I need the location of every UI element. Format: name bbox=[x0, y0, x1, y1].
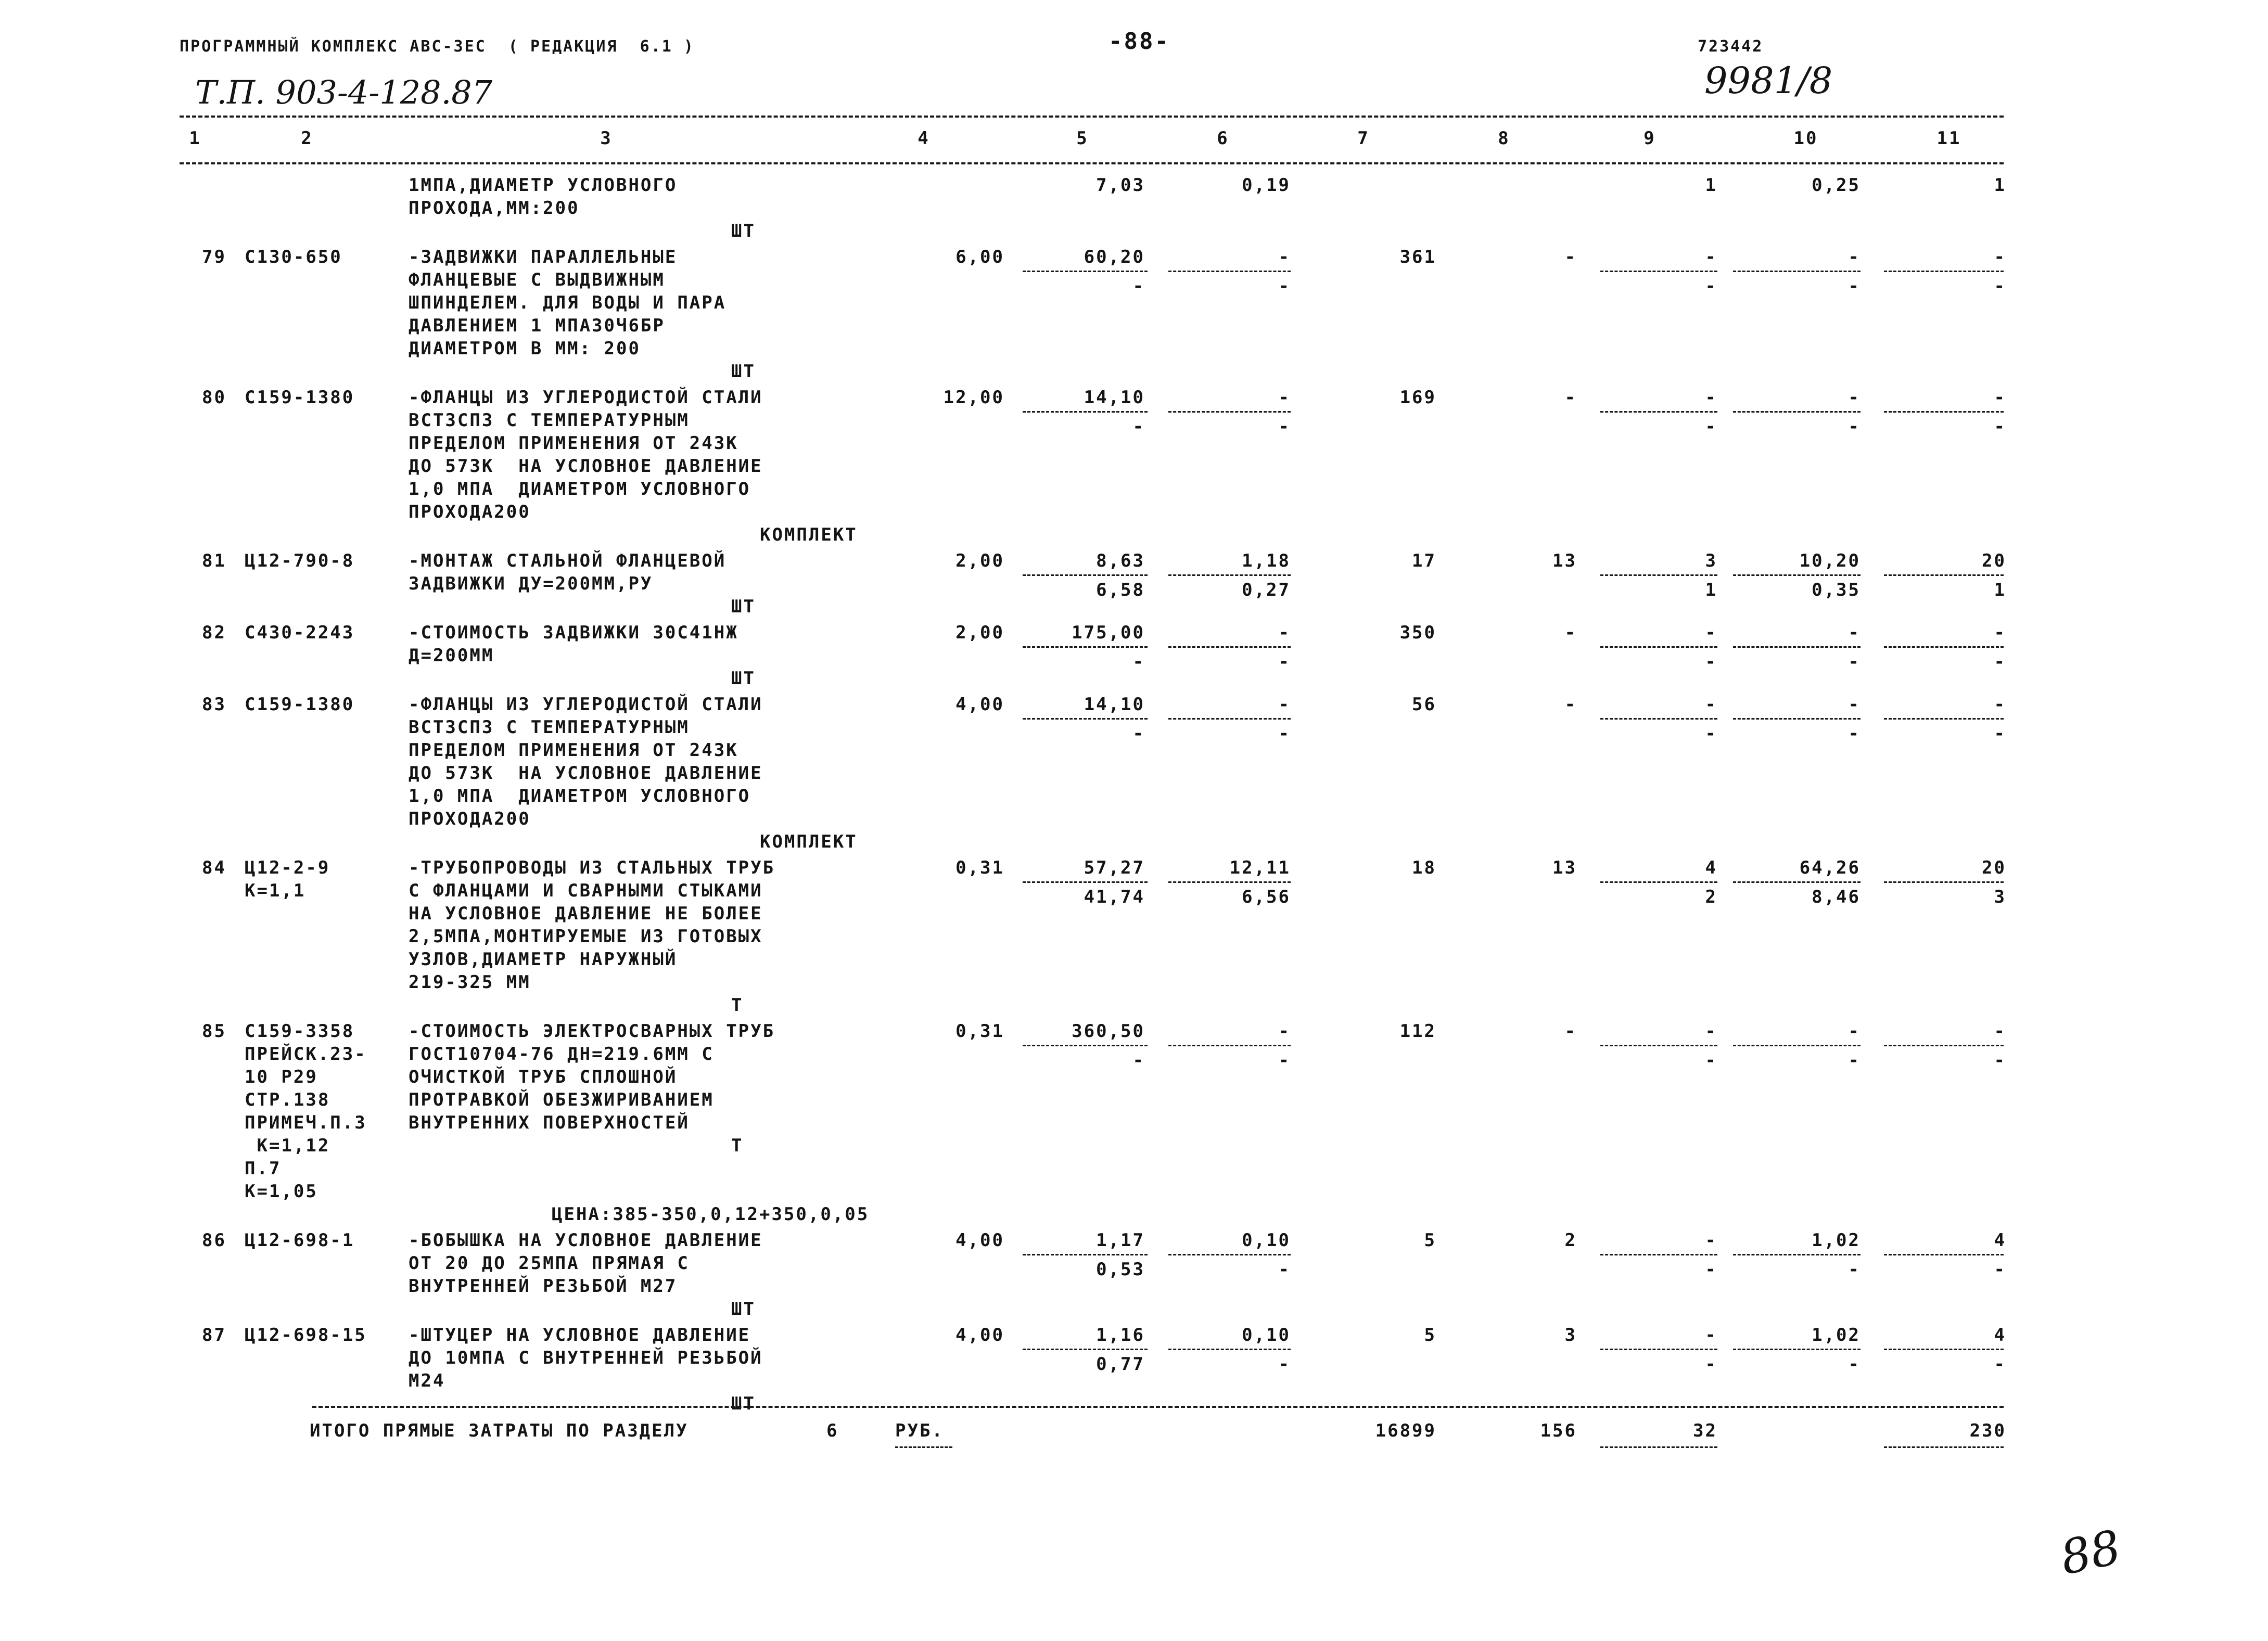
column-header-7: 7 bbox=[1357, 128, 1370, 149]
cell-c10-sub: - bbox=[1848, 723, 1861, 744]
cell-c8: - bbox=[1564, 694, 1577, 715]
row-number: 80 bbox=[202, 387, 226, 408]
cell-c9-sub: - bbox=[1705, 276, 1717, 297]
unit-of-measure: Т bbox=[731, 1135, 744, 1156]
cell-c5-main: 175,00 bbox=[1072, 622, 1145, 643]
cell-c10-rule bbox=[1733, 1045, 1861, 1046]
column-header-8: 8 bbox=[1498, 128, 1510, 149]
cell-c5-main: 14,10 bbox=[1084, 387, 1145, 408]
quantity: 2,00 bbox=[955, 550, 1004, 571]
totals-label: ИТОГО ПРЯМЫЕ ЗАТРАТЫ ПО РАЗДЕЛУ bbox=[310, 1420, 689, 1441]
work-description: -ФЛАНЦЫ ИЗ УГЛЕРОДИСТОЙ СТАЛИ bbox=[409, 694, 763, 715]
cell-c11-main: 1 bbox=[1994, 175, 2006, 196]
cell-c5-rule bbox=[1023, 881, 1148, 883]
cell-c10-rule bbox=[1733, 881, 1861, 883]
cell-c5-main: 360,50 bbox=[1072, 1021, 1145, 1042]
cell-c6-rule bbox=[1168, 411, 1291, 413]
cell-c11-main: 20 bbox=[1982, 857, 2006, 878]
work-description: ЗАДВИЖКИ ДУ=200ММ,РУ bbox=[409, 573, 653, 594]
rate-code: К=1,1 bbox=[245, 880, 306, 901]
cell-c9-main: - bbox=[1705, 1021, 1717, 1042]
cell-c5-main: 60,20 bbox=[1084, 247, 1145, 267]
cell-c6-sub: - bbox=[1278, 1259, 1291, 1280]
cell-c6-rule bbox=[1168, 574, 1291, 576]
cell-c5-rule bbox=[1023, 411, 1148, 413]
cell-c6-rule bbox=[1168, 646, 1291, 648]
cell-c6-rule bbox=[1168, 1045, 1291, 1046]
rate-code: Ц12-698-1 bbox=[245, 1230, 355, 1251]
cell-c9-sub: - bbox=[1705, 651, 1717, 672]
work-description: ВСТ3СП3 С ТЕМПЕРАТУРНЫМ bbox=[409, 410, 690, 431]
work-description: ВСТ3СП3 С ТЕМПЕРАТУРНЫМ bbox=[409, 717, 690, 738]
cell-c6-main: - bbox=[1278, 1021, 1291, 1042]
column-header-3: 3 bbox=[600, 128, 613, 149]
cell-c7: 350 bbox=[1399, 622, 1436, 643]
cell-c8: - bbox=[1564, 1021, 1577, 1042]
cell-c10-main: 0,25 bbox=[1812, 175, 1861, 196]
cell-c10-main: 1,02 bbox=[1812, 1230, 1861, 1251]
cell-c6-rule bbox=[1168, 881, 1291, 883]
cell-c10-main: 64,26 bbox=[1799, 857, 1861, 878]
work-description: ГОСТ10704-76 ДН=219.6ММ С bbox=[409, 1044, 714, 1065]
work-description: 219-325 ММ bbox=[409, 972, 531, 993]
cell-c10-rule bbox=[1733, 271, 1861, 272]
cell-c10-rule bbox=[1733, 1254, 1861, 1255]
cell-c8: - bbox=[1564, 387, 1577, 408]
totals-currency: РУБ. bbox=[895, 1420, 944, 1441]
work-description: -ЗАДВИЖКИ ПАРАЛЛЕЛЬНЫЕ bbox=[409, 247, 678, 267]
cell-c10-main: - bbox=[1848, 387, 1861, 408]
work-description: ДО 10МПА С ВНУТРЕННЕЙ РЕЗЬБОЙ bbox=[409, 1348, 763, 1368]
rate-code: К=1,05 bbox=[245, 1181, 318, 1202]
cell-c11-rule bbox=[1884, 574, 2004, 576]
column-header-10: 10 bbox=[1793, 128, 1818, 149]
cell-c9-main: - bbox=[1705, 387, 1717, 408]
cell-c7: 361 bbox=[1399, 247, 1436, 267]
cell-c9-main: 3 bbox=[1705, 550, 1717, 571]
cell-c7: 112 bbox=[1399, 1021, 1436, 1042]
work-description: НА УСЛОВНОЕ ДАВЛЕНИЕ НЕ БОЛЕЕ bbox=[409, 903, 763, 924]
work-description: -СТОИМОСТЬ ЗАДВИЖКИ 30С41НЖ bbox=[409, 622, 738, 643]
cell-c10-rule bbox=[1733, 411, 1861, 413]
cell-c11-sub: - bbox=[1994, 723, 2006, 744]
cell-c11-rule bbox=[1884, 411, 2004, 413]
cell-c8: 2 bbox=[1564, 1230, 1577, 1251]
work-description: ПРЕДЕЛОМ ПРИМЕНЕНИЯ ОТ 243К bbox=[409, 433, 738, 454]
unit-of-measure: ШТ bbox=[731, 361, 756, 382]
cell-c6-rule bbox=[1168, 718, 1291, 720]
cell-c6-rule bbox=[1168, 1254, 1291, 1255]
cell-c9-main: - bbox=[1705, 1325, 1717, 1345]
cell-c6-sub: 6,56 bbox=[1242, 887, 1291, 907]
cell-c7: 169 bbox=[1399, 387, 1436, 408]
rate-code: С159-1380 bbox=[245, 694, 355, 715]
program-title: ПРОГРАММНЫЙ КОМПЛЕКС АВС-3ЕС ( РЕДАКЦИЯ 6.1 ) bbox=[180, 37, 695, 56]
cell-c6-main: 0,10 bbox=[1242, 1325, 1291, 1345]
cell-c9-rule bbox=[1600, 1254, 1717, 1255]
cell-c11-sub: - bbox=[1994, 1259, 2006, 1280]
cell-c6-sub: 0,27 bbox=[1242, 580, 1291, 600]
quantity: 0,31 bbox=[955, 857, 1004, 878]
rate-code: П.7 bbox=[245, 1158, 282, 1179]
work-description: -БОБЫШКА НА УСЛОВНОЕ ДАВЛЕНИЕ bbox=[409, 1230, 763, 1251]
quantity: 4,00 bbox=[955, 1325, 1004, 1345]
cell-c11-rule bbox=[1884, 271, 2004, 272]
row-number: 86 bbox=[202, 1230, 226, 1251]
cell-c6-rule bbox=[1168, 1349, 1291, 1350]
cell-c6-main: 1,18 bbox=[1242, 550, 1291, 571]
work-description: -ТРУБОПРОВОДЫ ИЗ СТАЛЬНЫХ ТРУБ bbox=[409, 857, 775, 878]
work-description: ОЧИСТКОЙ ТРУБ СПЛОШНОЙ bbox=[409, 1067, 678, 1087]
unit-of-measure: КОМПЛЕКТ bbox=[760, 831, 858, 852]
work-description: -ФЛАНЦЫ ИЗ УГЛЕРОДИСТОЙ СТАЛИ bbox=[409, 387, 763, 408]
cell-c9-sub: - bbox=[1705, 1354, 1717, 1375]
cell-c7: 56 bbox=[1412, 694, 1436, 715]
cell-c6-sub: - bbox=[1278, 416, 1291, 437]
cell-c9-rule bbox=[1600, 411, 1717, 413]
work-description: ПРОХОДА200 bbox=[409, 809, 531, 829]
cell-c9-rule bbox=[1600, 1349, 1717, 1350]
rate-code: Ц12-2-9 bbox=[245, 857, 330, 878]
cell-c9-rule bbox=[1600, 574, 1717, 576]
work-description: 1,0 МПА ДИАМЕТРОМ УСЛОВНОГО bbox=[409, 786, 751, 806]
work-description: М24 bbox=[409, 1370, 445, 1391]
rate-code: Ц12-790-8 bbox=[245, 550, 355, 571]
cell-c5-sub: 41,74 bbox=[1084, 887, 1145, 907]
cell-c11-rule bbox=[1884, 881, 2004, 883]
quantity: 0,31 bbox=[955, 1021, 1004, 1042]
cell-c6-sub: - bbox=[1278, 651, 1291, 672]
cell-c7: 5 bbox=[1424, 1325, 1436, 1345]
rate-code: С159-1380 bbox=[245, 387, 355, 408]
row-number: 79 bbox=[202, 247, 226, 267]
cell-c10-sub: - bbox=[1848, 1259, 1861, 1280]
row-number: 82 bbox=[202, 622, 226, 643]
cell-c10-rule bbox=[1733, 1349, 1861, 1350]
cell-c5-sub: 0,53 bbox=[1096, 1259, 1145, 1280]
unit-of-measure: ШТ bbox=[731, 221, 756, 241]
cell-c11-rule bbox=[1884, 1254, 2004, 1255]
cell-c9-main: - bbox=[1705, 622, 1717, 643]
cell-c10-main: - bbox=[1848, 622, 1861, 643]
unit-of-measure: КОМПЛЕКТ bbox=[760, 524, 858, 545]
cell-c9-sub: - bbox=[1705, 723, 1717, 744]
cell-c10-sub: - bbox=[1848, 276, 1861, 297]
row-number: 85 bbox=[202, 1021, 226, 1042]
cell-c10-sub: 0,35 bbox=[1812, 580, 1861, 600]
cell-c10-main: 1,02 bbox=[1812, 1325, 1861, 1345]
cell-c5-main: 7,03 bbox=[1096, 175, 1145, 196]
row-number: 81 bbox=[202, 550, 226, 571]
work-description: ПРОХОДА,ММ:200 bbox=[409, 198, 580, 219]
work-description: ДИАМЕТРОМ В ММ: 200 bbox=[409, 338, 641, 359]
cell-c10-main: - bbox=[1848, 247, 1861, 267]
work-description: ВНУТРЕННЕЙ РЕЗЬБОЙ М27 bbox=[409, 1276, 678, 1297]
work-description: ПРЕДЕЛОМ ПРИМЕНЕНИЯ ОТ 243К bbox=[409, 740, 738, 761]
header-rule-bottom bbox=[180, 162, 2004, 164]
cell-c8: 13 bbox=[1552, 550, 1577, 571]
cell-c9-rule bbox=[1600, 646, 1717, 648]
cell-c5-main: 1,16 bbox=[1096, 1325, 1145, 1345]
cell-c10-sub: 8,46 bbox=[1812, 887, 1861, 907]
cell-c11-sub: - bbox=[1994, 276, 2006, 297]
totals-col11: 230 bbox=[1969, 1420, 2006, 1441]
cell-c10-sub: - bbox=[1848, 416, 1861, 437]
cell-c11-sub: - bbox=[1994, 1354, 2006, 1375]
cell-c11-rule bbox=[1884, 1349, 2004, 1350]
work-description: ШПИНДЕЛЕМ. ДЛЯ ВОДЫ И ПАРА bbox=[409, 292, 727, 313]
unit-of-measure: ШТ bbox=[731, 1299, 756, 1319]
corner-page-mark: 88 bbox=[2056, 1520, 2126, 1586]
cell-c11-main: 4 bbox=[1994, 1325, 2006, 1345]
quantity: 2,00 bbox=[955, 622, 1004, 643]
work-description: -МОНТАЖ СТАЛЬНОЙ ФЛАНЦЕВОЙ bbox=[409, 550, 727, 571]
cell-c9-rule bbox=[1600, 271, 1717, 272]
work-description: С ФЛАНЦАМИ И СВАРНЫМИ СТЫКАМИ bbox=[409, 880, 763, 901]
cell-c5-sub: - bbox=[1132, 651, 1145, 672]
work-description: ПРОХОДА200 bbox=[409, 502, 531, 522]
cell-c11-sub: - bbox=[1994, 416, 2006, 437]
row-number: 87 bbox=[202, 1325, 226, 1345]
row-number: 84 bbox=[202, 857, 226, 878]
work-description: ДО 573К НА УСЛОВНОЕ ДАВЛЕНИЕ bbox=[409, 763, 763, 784]
cell-c5-rule bbox=[1023, 1349, 1148, 1350]
cell-c5-rule bbox=[1023, 574, 1148, 576]
totals-col7: 16899 bbox=[1375, 1420, 1436, 1441]
cell-c7: 17 bbox=[1412, 550, 1436, 571]
cell-c10-rule bbox=[1733, 718, 1861, 720]
cell-c10-rule bbox=[1733, 646, 1861, 648]
unit-of-measure: ШТ bbox=[731, 668, 756, 689]
totals-section: 6 bbox=[826, 1420, 839, 1441]
work-description: -ШТУЦЕР НА УСЛОВНОЕ ДАВЛЕНИЕ bbox=[409, 1325, 751, 1345]
cell-c8: - bbox=[1564, 622, 1577, 643]
work-description: 1,0 МПА ДИАМЕТРОМ УСЛОВНОГО bbox=[409, 479, 751, 499]
cell-c5-main: 57,27 bbox=[1084, 857, 1145, 878]
cell-c5-rule bbox=[1023, 1254, 1148, 1255]
cell-c5-main: 1,17 bbox=[1096, 1230, 1145, 1251]
cell-c11-main: - bbox=[1994, 694, 2006, 715]
cell-c7: 5 bbox=[1424, 1230, 1436, 1251]
rate-code: С430-2243 bbox=[245, 622, 355, 643]
work-description: ВНУТРЕННИХ ПОВЕРХНОСТЕЙ bbox=[409, 1112, 690, 1133]
cell-c9-rule bbox=[1600, 718, 1717, 720]
cell-c9-main: - bbox=[1705, 1230, 1717, 1251]
cell-c11-sub: - bbox=[1994, 651, 2006, 672]
work-description: -СТОИМОСТЬ ЭЛЕКТРОСВАРНЫХ ТРУБ bbox=[409, 1021, 775, 1042]
page-number: -88- bbox=[1108, 28, 1170, 55]
cell-c8: - bbox=[1564, 247, 1577, 267]
cell-c9-rule bbox=[1600, 881, 1717, 883]
price-note: ЦЕНА:385-350,0,12+350,0,05 bbox=[552, 1204, 870, 1225]
cell-c5-sub: - bbox=[1132, 416, 1145, 437]
rate-code: СТР.138 bbox=[245, 1089, 330, 1110]
cell-c8: 3 bbox=[1564, 1325, 1577, 1345]
quantity: 6,00 bbox=[955, 247, 1004, 267]
cell-c10-main: - bbox=[1848, 1021, 1861, 1042]
cell-c6-sub: - bbox=[1278, 1050, 1291, 1071]
cell-c11-sub: - bbox=[1994, 1050, 2006, 1071]
cell-c6-sub: - bbox=[1278, 723, 1291, 744]
cell-c5-sub: - bbox=[1132, 723, 1145, 744]
cell-c11-rule bbox=[1884, 718, 2004, 720]
work-description: ПРОТРАВКОЙ ОБЕЗЖИРИВАНИЕМ bbox=[409, 1089, 714, 1110]
cell-c11-main: - bbox=[1994, 622, 2006, 643]
document-code: 723442 bbox=[1698, 37, 1764, 56]
cell-c5-main: 14,10 bbox=[1084, 694, 1145, 715]
cell-c11-main: - bbox=[1994, 247, 2006, 267]
tp-code-handwritten: Т.П. 903-4-128.87 bbox=[195, 73, 493, 111]
cell-c9-sub: 2 bbox=[1705, 887, 1717, 907]
column-header-2: 2 bbox=[301, 128, 313, 149]
cell-c5-rule bbox=[1023, 718, 1148, 720]
currency-underline bbox=[895, 1446, 952, 1448]
column-header-6: 6 bbox=[1217, 128, 1229, 149]
rate-code: К=1,12 bbox=[245, 1135, 330, 1156]
cell-c11-rule bbox=[1884, 1045, 2004, 1046]
cell-c6-main: - bbox=[1278, 694, 1291, 715]
unit-of-measure: ШТ bbox=[731, 596, 756, 617]
column-header-11: 11 bbox=[1936, 128, 1961, 149]
cell-c9-sub: - bbox=[1705, 416, 1717, 437]
cell-c11-sub: 1 bbox=[1994, 580, 2006, 600]
unit-of-measure: ШТ bbox=[731, 1393, 756, 1414]
cell-c11-main: - bbox=[1994, 1021, 2006, 1042]
totals-rule bbox=[312, 1406, 2004, 1408]
totals-col9: 32 bbox=[1693, 1420, 1717, 1441]
quantity: 12,00 bbox=[943, 387, 1004, 408]
work-description: ДО 573К НА УСЛОВНОЕ ДАВЛЕНИЕ bbox=[409, 456, 763, 477]
header-rule-top bbox=[180, 116, 2004, 118]
rate-code: С130-650 bbox=[245, 247, 342, 267]
unit-of-measure: Т bbox=[731, 995, 744, 1016]
cell-c7: 18 bbox=[1412, 857, 1436, 878]
column-header-4: 4 bbox=[918, 128, 930, 149]
cell-c6-main: 12,11 bbox=[1229, 857, 1291, 878]
cell-c11-main: 20 bbox=[1982, 550, 2006, 571]
cell-c8: 13 bbox=[1552, 857, 1577, 878]
rate-code: 10 Р29 bbox=[245, 1067, 318, 1087]
cell-c11-rule bbox=[1884, 646, 2004, 648]
cell-c5-sub: 6,58 bbox=[1096, 580, 1145, 600]
quantity: 4,00 bbox=[955, 1230, 1004, 1251]
cell-c6-sub: - bbox=[1278, 1354, 1291, 1375]
cell-c5-main: 8,63 bbox=[1096, 550, 1145, 571]
cell-c6-main: 0,19 bbox=[1242, 175, 1291, 196]
column-header-9: 9 bbox=[1643, 128, 1656, 149]
work-description: 2,5МПА,МОНТИРУЕМЫЕ ИЗ ГОТОВЫХ bbox=[409, 926, 763, 947]
handwritten-reference: 9981/8 bbox=[1704, 59, 1833, 102]
cell-c6-main: - bbox=[1278, 387, 1291, 408]
cell-c5-sub: 0,77 bbox=[1096, 1354, 1145, 1375]
cell-c11-main: 4 bbox=[1994, 1230, 2006, 1251]
cell-c9-sub: 1 bbox=[1705, 580, 1717, 600]
column-header-5: 5 bbox=[1076, 128, 1089, 149]
cell-c9-sub: - bbox=[1705, 1259, 1717, 1280]
cell-c9-sub: - bbox=[1705, 1050, 1717, 1071]
cell-c10-main: 10,20 bbox=[1799, 550, 1861, 571]
cell-c11-sub: 3 bbox=[1994, 887, 2006, 907]
cell-c6-sub: - bbox=[1278, 276, 1291, 297]
cell-c9-main: 1 bbox=[1705, 175, 1717, 196]
cell-c9-main: - bbox=[1705, 694, 1717, 715]
totals-col8: 156 bbox=[1540, 1420, 1577, 1441]
cell-c10-sub: - bbox=[1848, 651, 1861, 672]
work-description: ОТ 20 ДО 25МПА ПРЯМАЯ С bbox=[409, 1253, 690, 1274]
cell-c11-main: - bbox=[1994, 387, 2006, 408]
cell-c5-sub: - bbox=[1132, 276, 1145, 297]
cell-c10-main: - bbox=[1848, 694, 1861, 715]
row-number: 83 bbox=[202, 694, 226, 715]
cell-c10-rule bbox=[1733, 574, 1861, 576]
rate-code: Ц12-698-15 bbox=[245, 1325, 367, 1345]
work-description: 1МПА,ДИАМЕТР УСЛОВНОГО bbox=[409, 175, 678, 196]
work-description: ДАВЛЕНИЕМ 1 МПА30Ч6БР bbox=[409, 315, 665, 336]
cell-c9-main: - bbox=[1705, 247, 1717, 267]
rate-code: ПРЕЙСК.23- bbox=[245, 1044, 367, 1065]
cell-c5-sub: - bbox=[1132, 1050, 1145, 1071]
work-description: ФЛАНЦЕВЫЕ С ВЫДВИЖНЫМ bbox=[409, 270, 665, 290]
quantity: 4,00 bbox=[955, 694, 1004, 715]
cell-c6-main: 0,10 bbox=[1242, 1230, 1291, 1251]
cell-c5-rule bbox=[1023, 646, 1148, 648]
work-description: УЗЛОВ,ДИАМЕТР НАРУЖНЫЙ bbox=[409, 949, 678, 970]
cell-c9-rule bbox=[1600, 1045, 1717, 1046]
cell-c10-sub: - bbox=[1848, 1354, 1861, 1375]
totals-col11-underline bbox=[1884, 1446, 2004, 1448]
cell-c10-sub: - bbox=[1848, 1050, 1861, 1071]
rate-code: С159-3358 bbox=[245, 1021, 355, 1042]
cell-c5-rule bbox=[1023, 271, 1148, 272]
totals-col9-underline bbox=[1600, 1446, 1717, 1448]
cell-c6-main: - bbox=[1278, 247, 1291, 267]
work-description: Д=200ММ bbox=[409, 645, 494, 666]
column-header-1: 1 bbox=[189, 128, 201, 149]
cell-c5-rule bbox=[1023, 1045, 1148, 1046]
cell-c9-main: 4 bbox=[1705, 857, 1717, 878]
cell-c6-main: - bbox=[1278, 622, 1291, 643]
rate-code: ПРИМЕЧ.П.3 bbox=[245, 1112, 367, 1133]
cell-c6-rule bbox=[1168, 271, 1291, 272]
